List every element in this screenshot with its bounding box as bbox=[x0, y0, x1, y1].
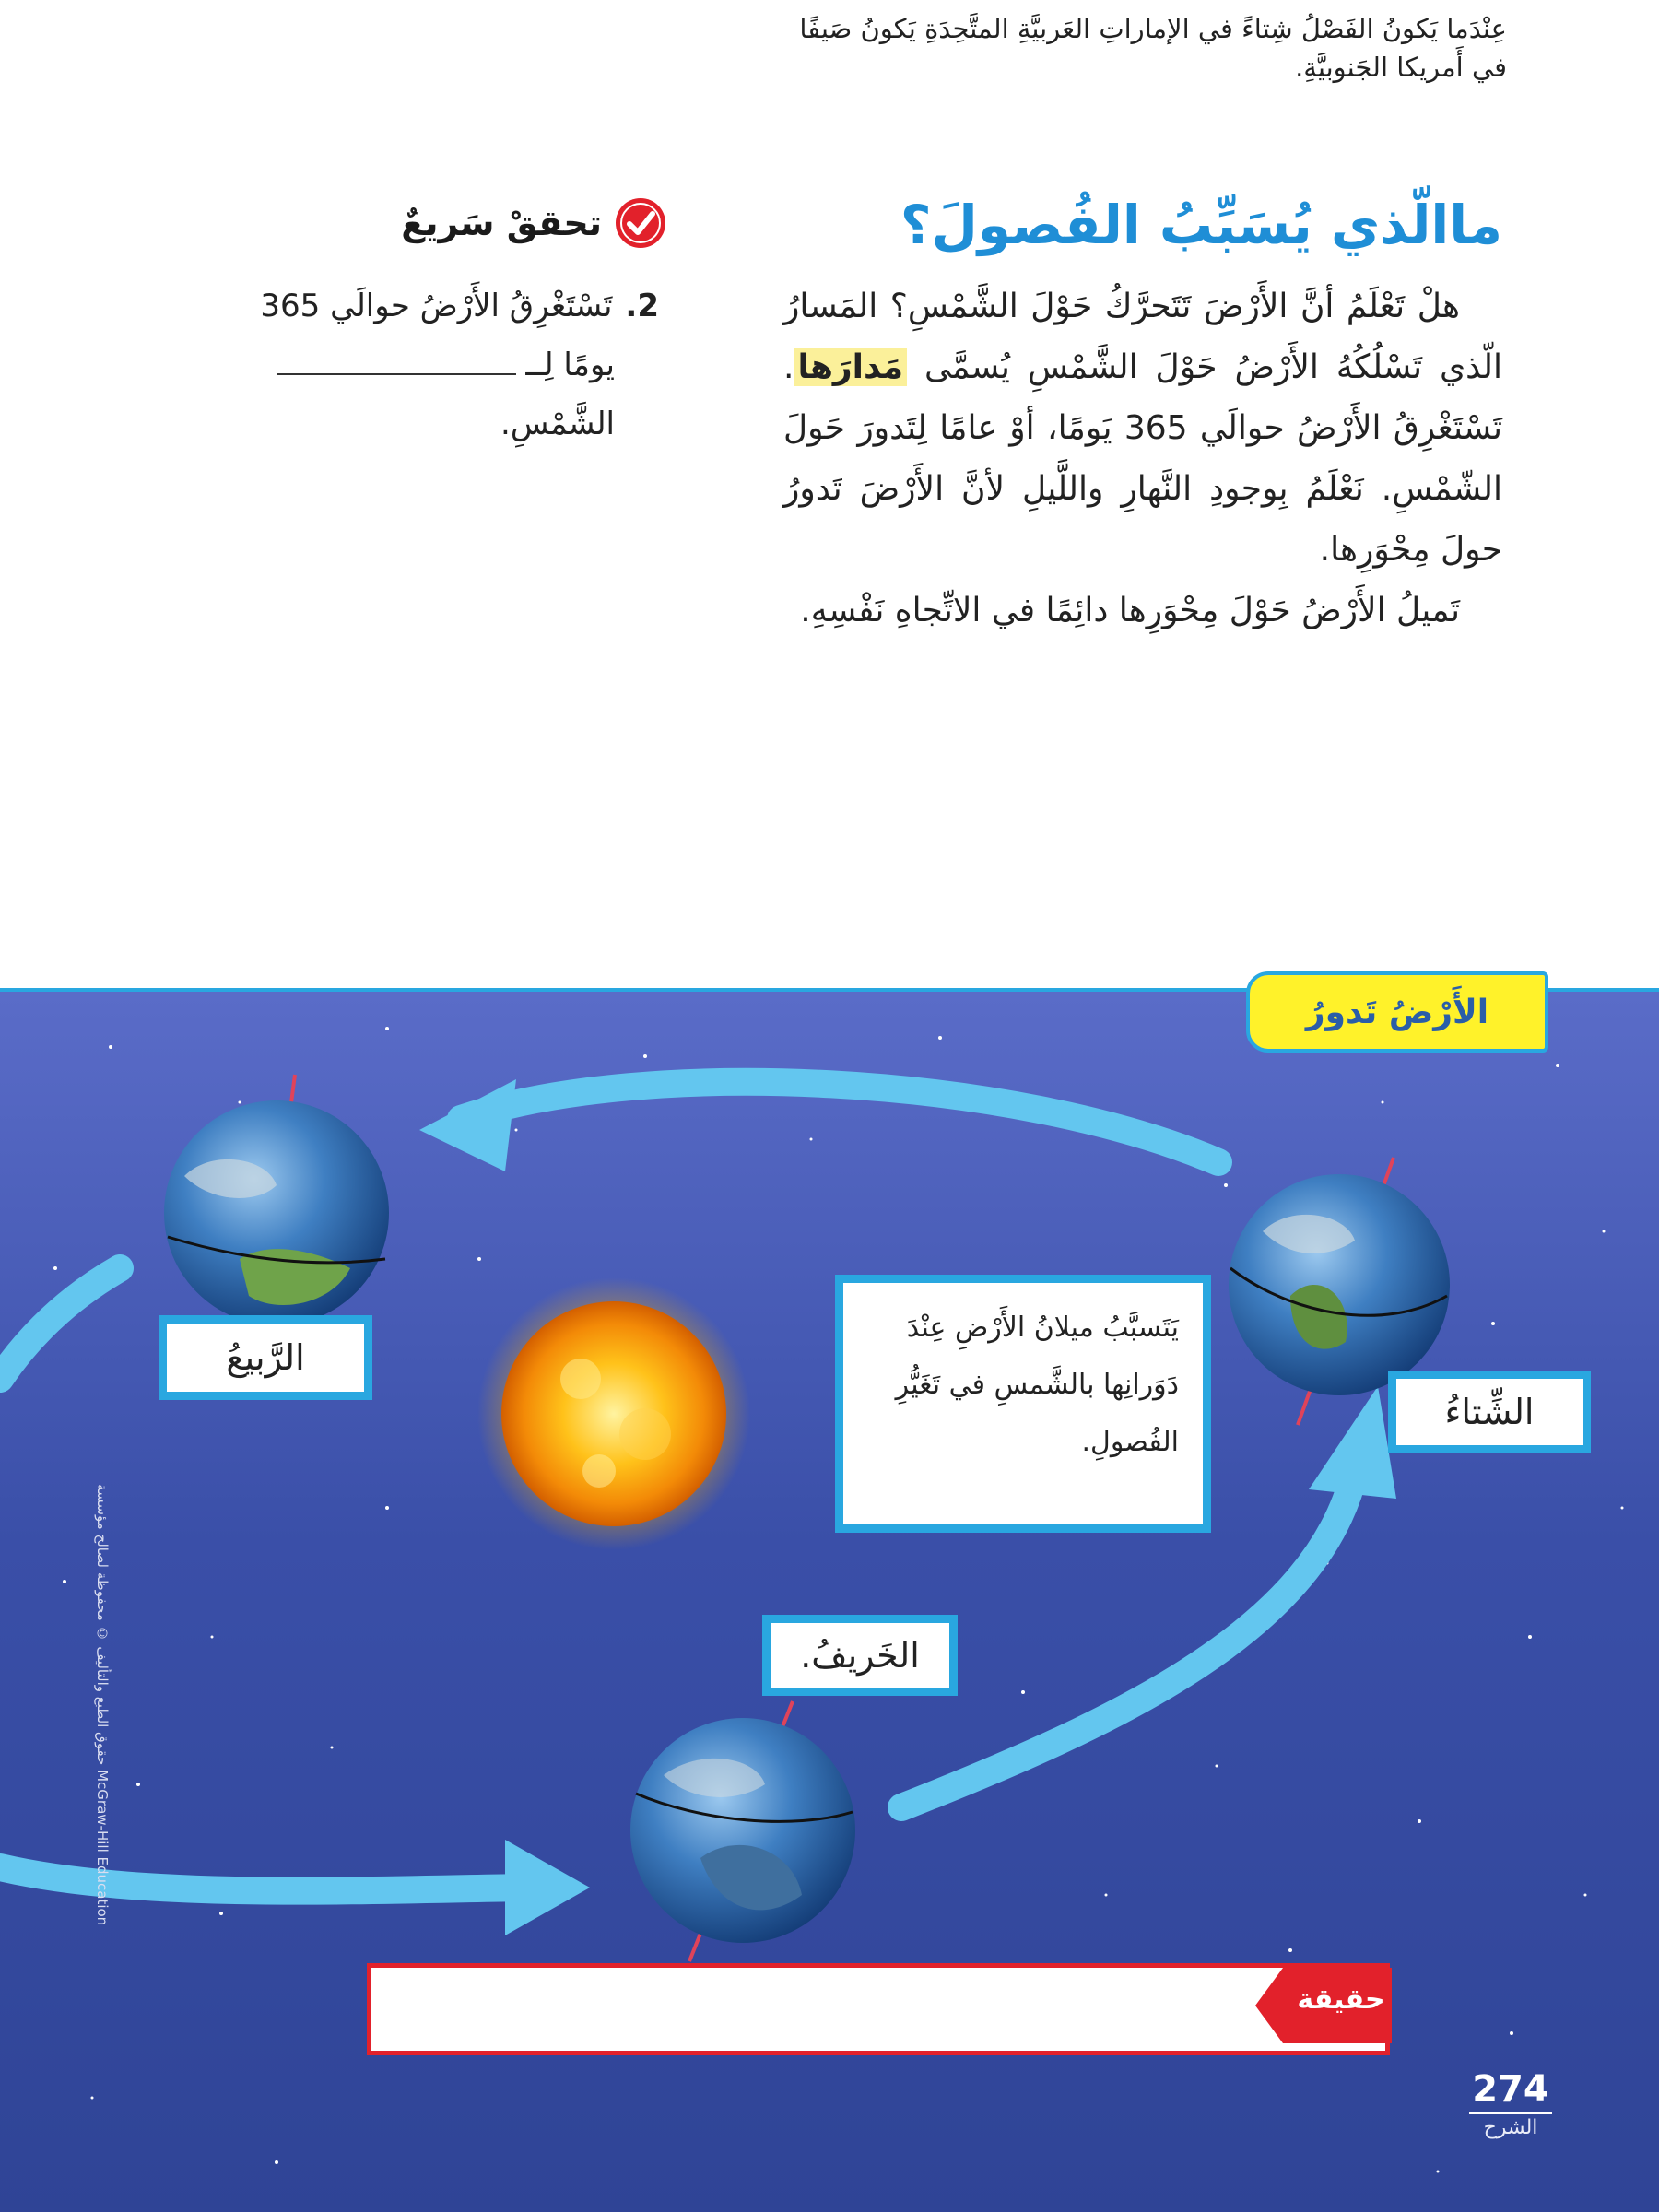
fact-line: عِنْدَما يَكونُ الفَصْلُ شِتاءً في الإماراتِ العَربيَّةِ المتَّحِدَةِ يَكونُ صَيفًا bbox=[799, 13, 1507, 44]
quick-check-header bbox=[401, 195, 668, 251]
earth-globe bbox=[630, 1701, 855, 1961]
orbit-arrowhead bbox=[505, 1840, 590, 1936]
lesson-paragraph-1 bbox=[783, 276, 1502, 581]
diagram-caption: يَتَسبَّبُ ميلانُ الأَرْضِ عِنْدَ دَوَرانِها بالشَّمسِ في تَغَيُّرِ الفُصولِ. bbox=[835, 1275, 1211, 1533]
orbit-arrow bbox=[461, 1082, 1218, 1162]
orbit-arrow bbox=[0, 1268, 120, 1379]
question-text: تَسْتَغْرِقُ الأَرْضُ حوالَي 365 bbox=[260, 288, 613, 324]
vocabulary-term-orbit: مَدارَها bbox=[794, 348, 907, 386]
lesson-paragraph-2: تَميلُ الأَرْضُ حَوْلَ مِحْوَرِها دائِمًا في الاتِّجاهِ نَفْسِهِ. bbox=[800, 592, 1460, 629]
orbit-arrowhead bbox=[1309, 1386, 1396, 1499]
fact-box bbox=[367, 1963, 1390, 2055]
lesson-text: . تَسْتَغْرِقُ الأَرْضُ حوالَي 365 يَومًا، أوْ عامًا لِتَدورَ حَولَ الشّمْسِ. نَعْلَمُ بِوجودِ النَّهارِ واللَّيلِ لأنَّ الأَرْضَ تَدورُ حولَ مِحْوَرِها. bbox=[783, 348, 1502, 569]
quick-check-title: تحققْ سَريعٌ bbox=[401, 203, 602, 243]
page-section-label: الشرح bbox=[1483, 2116, 1538, 2139]
earth-globe bbox=[164, 1075, 389, 1342]
fact-line: في أَمريكا الجَنوبيَّةِ. bbox=[1295, 52, 1507, 83]
question-text: يومًا لِــ bbox=[525, 347, 615, 383]
lesson-body bbox=[783, 276, 1502, 641]
diagram-title: الأَرْضُ تَدورُ bbox=[1246, 971, 1548, 1053]
season-label-spring: الرَّبيعُ bbox=[159, 1315, 372, 1400]
orbit-arrowhead bbox=[419, 1079, 516, 1171]
question-line bbox=[180, 335, 659, 394]
page-number: 274 bbox=[1469, 2067, 1552, 2114]
page-title: ماالّذي يُسَبِّبُ الفُصولَ؟ bbox=[900, 194, 1502, 256]
question-line: الشَّمْسِ. bbox=[500, 406, 615, 442]
question-number: 2. bbox=[625, 288, 659, 324]
fact-label: حقيقة bbox=[1297, 1983, 1385, 2016]
answer-blank[interactable] bbox=[276, 346, 516, 375]
copyright-credit: حقوق الطبع والتأليف © محفوظة لصالح مؤسسة McGraw-Hill Education bbox=[94, 1484, 111, 1926]
fact-text bbox=[659, 9, 1507, 87]
quick-check-question bbox=[180, 276, 659, 453]
question-line bbox=[180, 276, 659, 335]
season-label-winter: الشِّتاءُ bbox=[1388, 1371, 1591, 1453]
lesson-text: هلْ تَعْلَمُ أنَّ الأَرْضَ تَتَحرَّكُ حَوْلَ الشَّمْسِ؟ المَسارُ الّذي تَسْلُكُهُ الأَرْضُ حَوْلَ الشَّمْسِ يُسمَّى bbox=[783, 288, 1502, 386]
sun-illustration bbox=[477, 1277, 750, 1550]
check-icon bbox=[613, 195, 668, 251]
season-label-autumn: الخَريفُ. bbox=[762, 1615, 958, 1696]
